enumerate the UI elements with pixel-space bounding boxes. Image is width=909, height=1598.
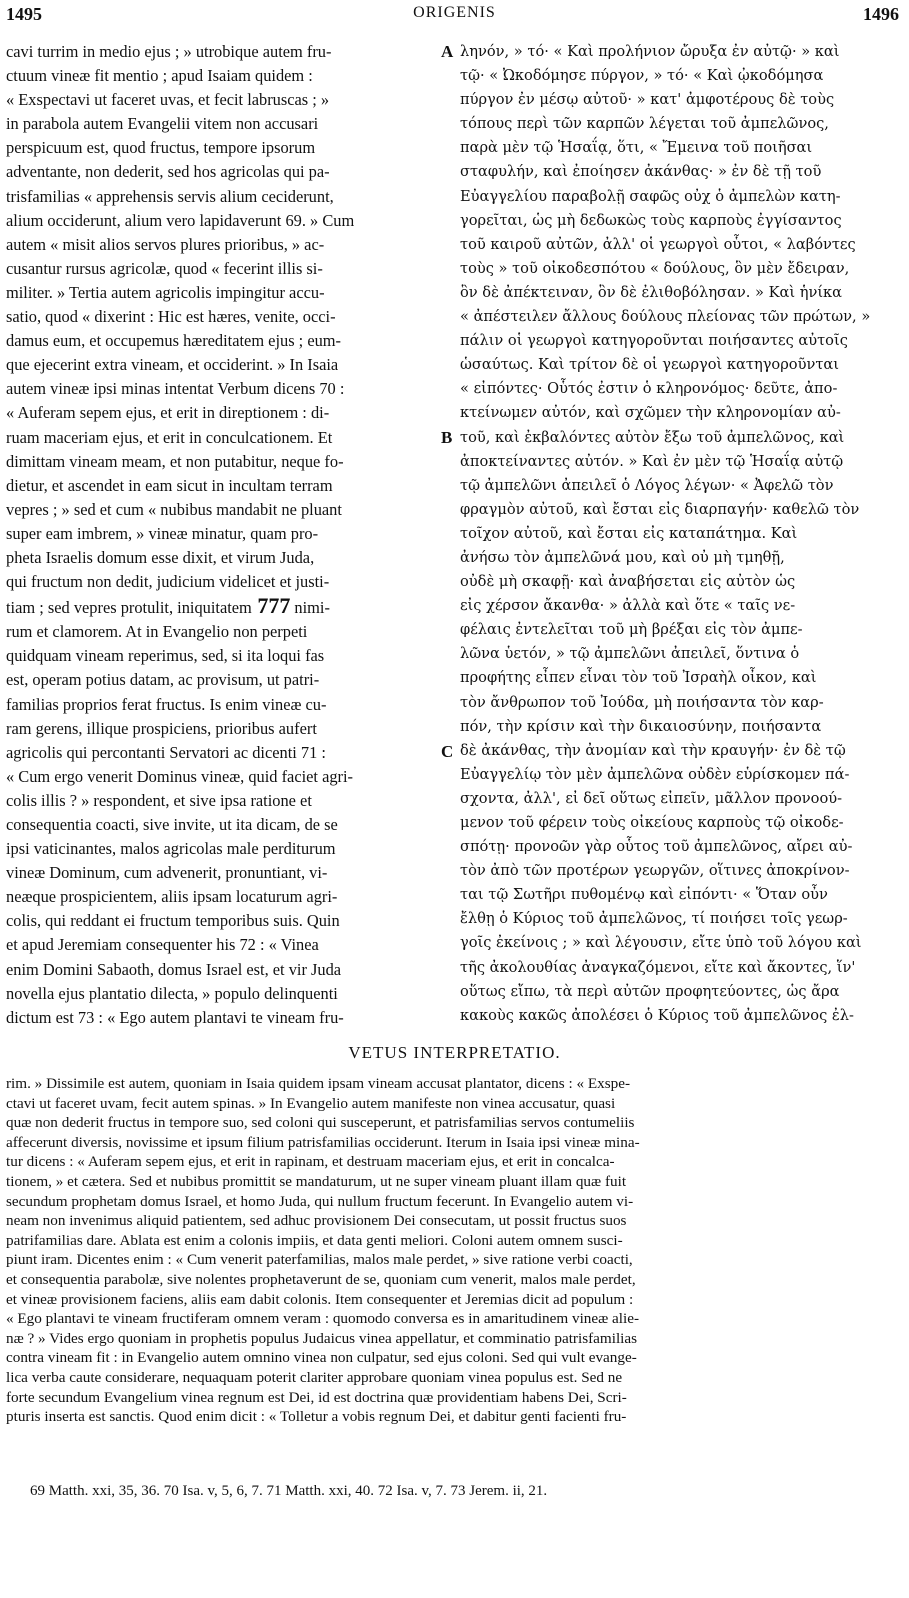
- latin-line: « Cum ergo venerit Dominus vineæ, quid faciet agri-: [6, 766, 354, 786]
- vetus-line: et consequentia parabolæ, sive nolentes prophetaverunt de se, quoniam cum venerit, malos male perdet,: [6, 1270, 636, 1288]
- greek-line: ἀποκτείναντες αὐτόν. » Καὶ ἐν μὲν τῷ Ἡσαΐᾳ αὐτῷ: [460, 452, 844, 470]
- vetus-line: rim. » Dissimile est autem, quoniam in Isaia quidem ipsam vineam accusat plantator, dicens : « Exspe-: [6, 1075, 631, 1092]
- latin-line: quidquam vineam reperimus, sed, si ita loqui fas: [6, 646, 325, 666]
- greek-line: γοῖς ἐκείνοις ; » καὶ λέγουσιν, εἴτε ὑπὸ τοῦ λόγου καὶ: [460, 934, 862, 952]
- vetus-line: contra vineam fit : in Evangelio autem omnino vinea non culpatur, sed ejus coloni. Sed qui vult evange-: [6, 1349, 637, 1367]
- latin-line: vineæ Dominum, cum advenerit, pronuntiant, vi-: [6, 863, 328, 883]
- vetus-line: quæ non dederit fructus in tempore suo, sed coloni qui susceperunt, et patrisfamilias servos contumeliis: [6, 1114, 635, 1132]
- latin-line: adventante, non dederit, sed hos agricolas qui pa-: [6, 162, 330, 182]
- latin-line: autem vineæ ipsi minas intentat Verbum dicens 70 :: [6, 379, 345, 399]
- latin-line: ipsi vaticinantes, malos agricolas male perditurum: [6, 839, 336, 859]
- greek-line: « εἰπόντες· Οὗτός ἐστιν ὁ κληρονόμος· δεῦτε, ἀπο-: [460, 380, 838, 398]
- greek-line: γορεῖται, ὡς μὴ δεδωκὼς τοὺς καρποὺς ἐγγίσαντος: [460, 211, 842, 229]
- latin-line: damus eum, et occupemus hæreditatem ejus ; eum-: [6, 331, 342, 351]
- line-continuation: nimi-: [290, 598, 330, 618]
- greek-line: ὃν δὲ ἀπέκτειναν, ὃν δὲ ἐλιθοβόλησαν. » Καὶ ἡνίκα: [460, 283, 843, 301]
- greek-line: προφήτης εἶπεν εἶναι τὸν τοῦ Ἰσραὴλ οἶκον, καὶ: [460, 669, 817, 687]
- latin-line: novella ejus plantatio dilecta, » populo delinquenti: [6, 983, 338, 1003]
- column-number-777: 777: [251, 594, 291, 619]
- latin-line: trisfamilias « apprehensis servis alium ceciderunt,: [6, 186, 334, 206]
- latin-line: qui fructum non dedit, judicium videlicet et justi-: [6, 572, 330, 592]
- greek-line: παρὰ μὲν τῷ Ἡσαΐᾳ, ὅτι, « Ἔμεινα τοῦ ποιῆσαι: [460, 139, 813, 157]
- latin-column: [6, 40, 442, 1030]
- greek-line: Εὐαγγελίου παραβολῇ σαφῶς οὐχ ὁ ἀμπελὼν κατη-: [460, 187, 841, 205]
- vetus-line: lica verba caute considerare, nequaquam poterit clariter approbare quoniam vinea populus est. Sed ne: [6, 1368, 623, 1386]
- vetus-line: et vineæ provisionem faciens, aliis eam dabit colonis. Item consequenter et Jeremias dicit ad populum :: [6, 1290, 634, 1308]
- greek-line: μενον τοῦ φέρειν τοὺς οἰκείους καρποὺς τῷ οἰκοδε-: [460, 814, 844, 831]
- latin-line: dietur, et ascendet in eam sicut in incultam terram: [6, 475, 333, 495]
- vetus-interpretatio-text: [6, 1074, 902, 1427]
- greek-line: τῷ ἀμπελῶνι ἀπειλεῖ ὁ Λόγος λέγων· « Ἀφελῶ τὸν: [460, 476, 834, 494]
- latin-line: militer. » Tertia autem agricolis impingitur accu-: [6, 282, 325, 302]
- greek-line: σταφυλήν, καὶ ἐποίησεν ἀκάνθας· » ἐν δὲ τῇ τοῦ: [460, 163, 822, 181]
- greek-line: τοῦ, καὶ ἐκβαλόντες αὐτὸν ἔξω τοῦ ἀμπελῶνος, καὶ: [460, 428, 845, 446]
- latin-line: dictum est 73 : « Ego autem plantavi te vineam fru-: [6, 1007, 344, 1027]
- greek-line: δὲ ἀκάνθας, τὴν ἀνομίαν καὶ τὴν κραυγήν· ἐν δὲ τῷ: [460, 741, 846, 759]
- vetus-line: neam non invenimus aliquid patientem, sed adhuc provisionem Dei consecutam, ut possit fructus suos: [6, 1212, 627, 1230]
- vetus-line: affecerunt diversis, novissime et ipsum filium patrisfamilias occiderunt. Iterum in Isaia ipsi vineæ mina-: [6, 1133, 640, 1151]
- greek-column: [460, 40, 904, 1028]
- latin-line: familias proprios ferat fructus. Is enim vineæ cu-: [6, 694, 327, 714]
- latin-line: alium occiderunt, alium vero lapidaverunt 69. » Cum: [6, 210, 355, 230]
- section-marker-a: A: [441, 42, 454, 61]
- footnotes: 69 Matth. xxi, 35, 36. 70 Isa. v, 5, 6, 7. 71 Matth. xxi, 40. 72 Isa. v, 7. 73 Jerem. ii, 21.: [30, 1483, 548, 1499]
- latin-line: ctuum vineæ fit mentio ; apud Isaiam quidem :: [6, 66, 313, 86]
- vetus-line: pturis inserta est sanctis. Quod enim dicit : « Tolletur a vobis regnum Dei, et dabitur genti facienti fru-: [6, 1408, 627, 1426]
- latin-line: est, operam potius datam, ac provisum, ut patri-: [6, 670, 320, 690]
- greek-line: « ἀπέστειλεν ἄλλους δούλους πλείονας τῶν πρώτων, »: [460, 308, 871, 326]
- latin-line: rum et clamorem. At in Evangelio non perpeti: [6, 622, 308, 642]
- latin-line: agricolis qui percontanti Servatori ac dicenti 71 :: [6, 742, 326, 762]
- vetus-interpretatio-heading: VETUS INTERPRETATIO.: [348, 1043, 561, 1062]
- latin-line: perspicuum est, quod fructus, tempore ipsorum: [6, 138, 316, 158]
- latin-line: consequentia coacti, sive invite, ut ita dicam, de se: [6, 815, 338, 834]
- greek-line: σχοντα, ἀλλ', εἰ δεῖ οὕτως εἰπεῖν, μᾶλλον προνοού-: [460, 789, 843, 807]
- latin-line: vepres ; » sed et cum « nubibus mandabit ne pluant: [6, 499, 342, 519]
- vetus-line: « Ego plantavi te vineam fructiferam omnem veram : quomodo conversa es in amaritudinem vineæ alie-: [6, 1310, 640, 1328]
- latin-line: satio, quod « dixerint : Hic est hæres, venite, occi-: [6, 307, 336, 327]
- greek-line: ληνόν, » τό· « Καὶ προλήνιον ὤρυξα ἐν αὐτῷ· » καὶ: [460, 43, 840, 60]
- greek-line: πάλιν οἱ γεωργοὶ κατηγοροῦνται ποιήσαντες αὐτοῖς: [460, 332, 848, 350]
- greek-line: τὸν ἄνθρωπον τοῦ Ἰούδα, μὴ ποιήσαντα τὸν καρ-: [460, 693, 824, 711]
- page-number-left: 1495: [6, 4, 42, 24]
- page-number-right: 1496: [863, 4, 899, 24]
- vetus-line: secundum prophetam domus Israel, et homo Juda, qui nullum fructum fecerunt. In Evangelio autem vi-: [6, 1192, 634, 1210]
- latin-line: colis illis ? » respondent, et sive ipsa ratione et: [6, 790, 312, 810]
- latin-line: tiam ; sed vepres protulit, iniquitatem 777 nimi-: [6, 594, 330, 619]
- latin-line: et apud Jeremiam consequenter his 72 : « Vinea: [6, 935, 319, 955]
- greek-line: εἰς χέρσον ἄκανθα· » ἀλλὰ καὶ ὅτε « ταῖς νε-: [460, 597, 796, 615]
- latin-line: dimittam vineam meam, et non putabitur, neque fo-: [6, 451, 344, 471]
- greek-line: σπότῃ· προνοῶν γὰρ οὗτος τοῦ ἀμπελῶνος, αἴρει αὐ-: [460, 838, 853, 856]
- running-title: ORIGENIS: [413, 4, 496, 21]
- greek-line: οὕτως εἴπω, τὰ περὶ αὐτῶν προφητεύοντες, ὡς ἄρα: [460, 982, 840, 1000]
- greek-line: τοῦ καιροῦ αὐτῶν, ἀλλ' οἱ γεωργοὶ οὗτοι, « λαβόντες: [460, 235, 856, 253]
- section-marker-b: B: [441, 428, 453, 447]
- latin-line: « Auferam sepem ejus, et erit in direptionem : di-: [6, 403, 330, 423]
- greek-line: κακοὺς κακῶς ἀπολέσει ὁ Κύριος τοῦ ἀμπελῶνος ἐλ-: [460, 1006, 854, 1024]
- greek-line: τῆς ἀκολουθίας ἀναγκαζόμενοι, εἴτε καὶ ἄκοντες, ἵν': [460, 958, 856, 976]
- greek-line: ται τῷ Σωτῆρι πυθομένῳ καὶ εἰπόντι· « Ὅταν οὖν: [460, 886, 828, 904]
- latin-line: pheta Israelis domum esse dixit, et virum Juda,: [6, 547, 315, 567]
- latin-line: super eam imbrem, » vineæ minatur, quam pro-: [6, 523, 319, 543]
- latin-line: in parabola autem Evangelii vitem non accusari: [6, 114, 319, 134]
- vetus-line: forte secundum Evangelium vinea regnum est Dei, id est doctrina quæ providentiam habens Dei, Scri-: [6, 1388, 627, 1406]
- vetus-line: næ ? » Vides ergo quoniam in prophetis populus Judaicus vinea appellatur, et comminatio patrisfamilias: [6, 1329, 638, 1347]
- greek-line: τοῖχον αὐτοῦ, καὶ ἔσται εἰς καταπάτημα. Καὶ: [460, 524, 798, 542]
- latin-line: neæque prospicientem, aliis ipsam locaturum agri-: [6, 887, 338, 907]
- greek-line: λῶνα ὑετόν, » τῷ ἀμπελῶνι ἀπειλεῖ, ὅντινα ὁ: [460, 645, 800, 663]
- greek-line: Εὐαγγελίῳ τὸν μὲν ἀμπελῶνα οὐδὲν εὑρίσκομεν πά-: [460, 765, 850, 783]
- greek-line: πόν, τὴν κρίσιν καὶ τὴν δικαιοσύνην, ποιήσαντα: [460, 717, 822, 735]
- latin-line: que ejecerint extra vineam, et occiderint. » In Isaia: [6, 355, 339, 375]
- vetus-line: piunt iram. Dicentes enim : « Cum venerit paterfamilias, malos male perdet, » sive ratione verbi coacti,: [6, 1251, 633, 1269]
- greek-line: τόπους περὶ τῶν καρπῶν λέγεται τοῦ ἀμπελῶνος,: [460, 115, 829, 133]
- greek-line: φραγμὸν αὐτοῦ, καὶ ἔσται εἰς διαρπαγήν· καθελῶ τὸν: [460, 500, 860, 518]
- greek-line: τοὺς » τοῦ οἰκοδεσπότου « δούλους, ὃν μὲν ἔδειραν,: [460, 259, 850, 277]
- greek-line: κτείνωμεν αὐτόν, καὶ σχῶμεν τὴν κληρονομίαν αὐ-: [460, 404, 841, 422]
- latin-line: « Exspectavi ut faceret uvas, et fecit labruscas ; »: [6, 90, 330, 110]
- vetus-line: patrifamilias dare. Ablata est enim a colonis impiis, et data genti meliori. Coloni autem omnem susci-: [6, 1231, 623, 1249]
- greek-line: οὐδὲ μὴ σκαφῇ· καὶ ἀναβήσεται εἰς αὐτὸν ὡς: [460, 573, 796, 591]
- section-marker-c: C: [441, 742, 454, 761]
- greek-line: τὸν ἀπὸ τῶν προτέρων γεωργῶν, οἵτινες ἀποκρίνον-: [460, 862, 850, 880]
- vetus-line: tur dicens : « Auferam sepem ejus, et erit in rapinam, et destruam maceriam ejus, et erit in concalca-: [6, 1153, 615, 1171]
- latin-line: cavi turrim in medio ejus ; » utrobique autem fru-: [6, 42, 332, 61]
- greek-line: ἔλθῃ ὁ Κύριος τοῦ ἀμπελῶνος, τί ποιήσει τοῖς γεωρ-: [460, 910, 848, 928]
- greek-line: τῷ· « Ὠκοδόμησε πύργον, » τό· « Καὶ ᾠκοδόμησα: [460, 67, 824, 85]
- latin-line: autem « misit alios servos plures prioribus, » ac-: [6, 234, 325, 254]
- greek-line: ἀνήσω τὸν ἀμπελῶνά μου, καὶ οὐ μὴ τμηθῇ,: [460, 548, 785, 566]
- greek-line: ὡσαύτως. Καὶ τρίτον δὲ οἱ γεωργοὶ κατηγοροῦνται: [460, 356, 839, 374]
- latin-line: cusantur rursus agricolæ, quod « fecerint illis si-: [6, 258, 323, 278]
- greek-line: πύργον ἐν μέσῳ αὐτοῦ· » κατ' ἀμφοτέρους δὲ τοὺς: [460, 91, 835, 109]
- latin-line: colis, qui reddant ei fructum temporibus suis. Quin: [6, 911, 340, 931]
- vetus-line: tionem, » et cætera. Sed et nubibus promittit se mandaturum, ut ne super vineam pluant illam quæ fuit: [6, 1172, 627, 1190]
- vetus-line: ctavi ut faceret uvam, fecit autem spinas. » In Evangelio autem manifeste non vinea accusatur, quasi: [6, 1094, 616, 1112]
- page-header: [0, 4, 909, 30]
- latin-line: ruam maceriam ejus, et erit in conculcationem. Et: [6, 427, 333, 447]
- greek-line: φέλαις ἐντελεῖται τοῦ μὴ βρέξαι εἰς τὸν ἀμπε-: [460, 621, 803, 639]
- latin-line: enim Domini Sabaoth, domus Israel est, et vir Juda: [6, 959, 342, 979]
- latin-line: ram gerens, illique prospiciens, prioribus aufert: [6, 718, 317, 738]
